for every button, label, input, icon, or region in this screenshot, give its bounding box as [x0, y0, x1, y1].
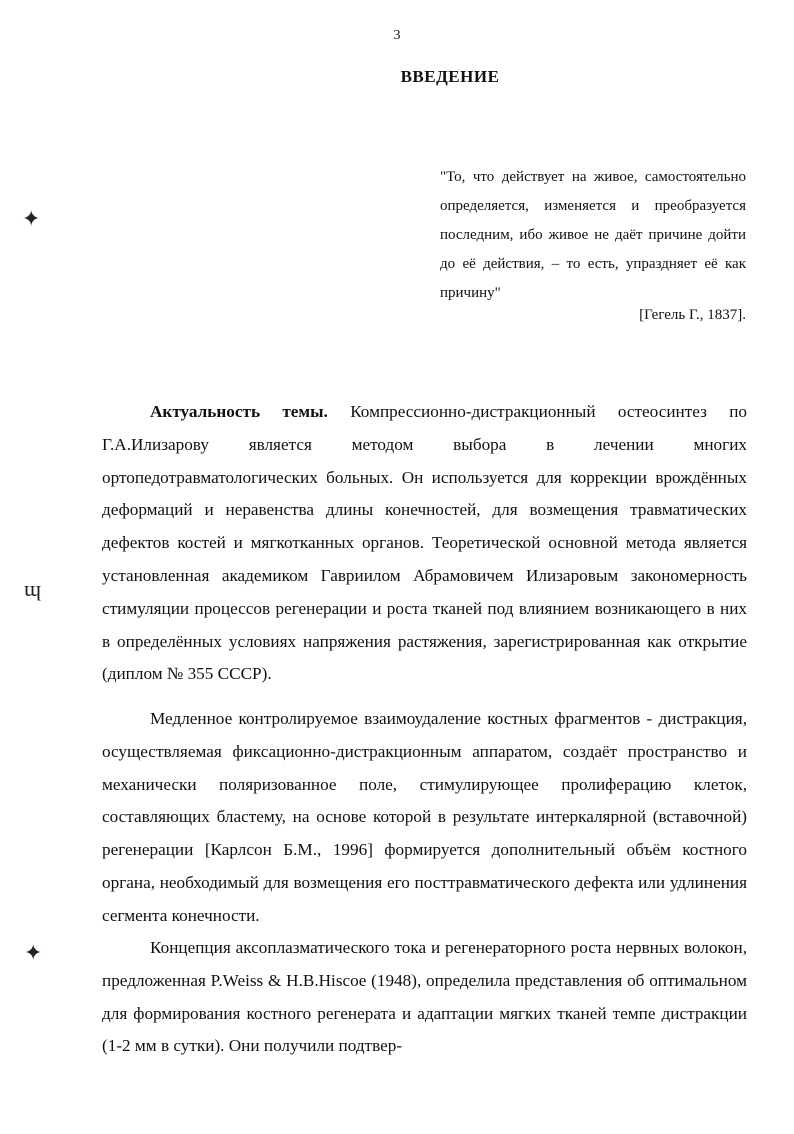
margin-mark-icon: ɰ [24, 576, 42, 601]
paragraph-relevance [102, 396, 747, 691]
paragraph-distraction: Медленное контролируемое взаимоудаление костных фрагментов - дистракция, осуществляемая фиксационно-дистракционным аппаратом, создаёт пространство и механически поляризованное поле, стимулирующее пролиферацию клеток, составляющих бластему, на основе которой в результате интеркалярной (вставочной) регенерации [Карлсон Б.М., 1996] формируется дополнительный объём костного органа, необходимый для возмещения его посттравматического дефекта или удлинения сегмента конечности. [102, 709, 747, 925]
paragraph-lead: Актуальность темы. [150, 402, 328, 421]
paragraph-axoplasm: Концепция аксоплазматического тока и регенераторного роста нервных волокон, предложенная P.Weiss & H.B.Hiscoe (1948), определила представления об оптимальном для формирования костного регенерата и адаптации мягких тканей темпе дистракции (1-2 мм в сутки). Они получили подтвер- [102, 938, 747, 1056]
epigraph-source: [Гегель Г., 1837]. [639, 307, 746, 323]
epigraph-quote: "То, что действует на живое, самостоятельно определяется, изменяется и преобразуется последним, ибо живое не даёт причине дойти до её действия, – то есть, упраздняет её как причину" [440, 169, 746, 301]
page-number: 3 [393, 28, 401, 43]
page-title: ВВЕДЕНИЕ [400, 67, 500, 86]
paragraph-text: Компрессионно-дистракционный остеосинтез по Г.А.Илизарову является методом выбора в лечении многих ортопедотравматологических больных. Он используется для коррекции врождённых деформаций и неравенства длины конечностей, для возмещения травматических дефектов костей и мягкотканных органов. Теоретической основной метода является установленная академиком Гавриилом Абрамовичем Илизаровым закономерность стимуляции процессов регенерации и роста тканей под влиянием возникающего в них в определённых условиях напряжения растяжения, зарегистрированная как открытие (диплом № 355 СССР). [102, 402, 747, 684]
margin-mark-icon: ✦ [24, 940, 43, 965]
margin-mark-icon: ✦ [22, 206, 41, 231]
